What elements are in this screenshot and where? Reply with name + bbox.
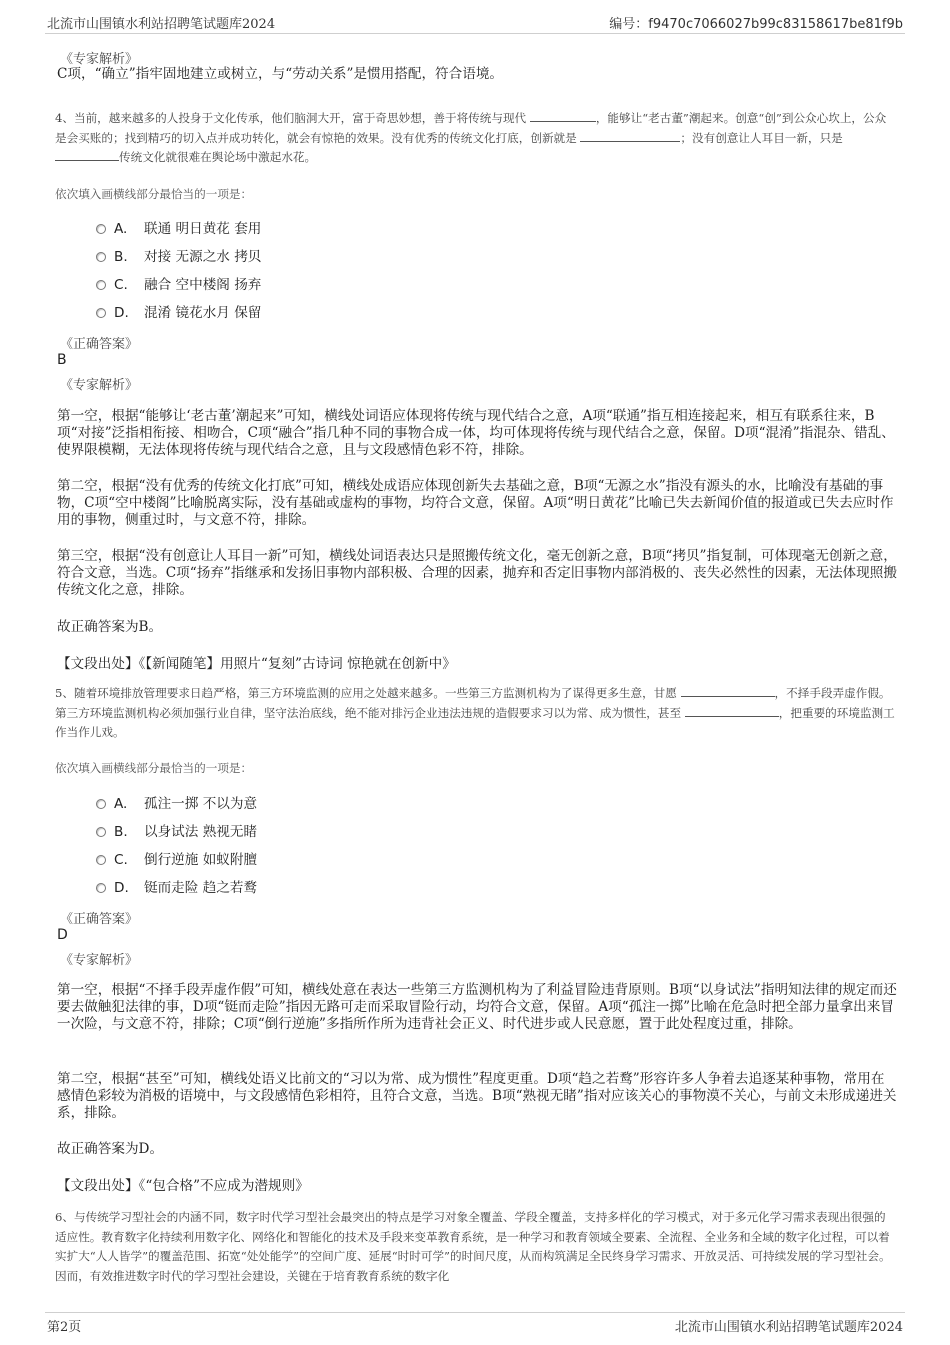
q4-blank-1 (530, 109, 596, 122)
q4-blank-2 (580, 129, 680, 142)
q4-option-b[interactable] (96, 247, 261, 267)
radio-icon[interactable] (96, 224, 106, 234)
q5-stem-part: 至 (669, 705, 682, 720)
q5-option-b[interactable] (96, 822, 257, 842)
q4-blank-3 (55, 148, 119, 161)
option-text: 融合 空中楼阁 扬弃 (144, 277, 262, 293)
q4-stem (55, 109, 897, 168)
radio-icon[interactable] (96, 855, 106, 865)
option-letter: D. (114, 305, 129, 321)
option-text: 对接 无源之水 拷贝 (144, 249, 262, 265)
option-text: 联通 明日黄花 套用 (144, 221, 262, 237)
q5-option-d[interactable] (96, 878, 257, 898)
q4-option-c[interactable] (96, 275, 261, 295)
option-letter: B. (114, 249, 128, 265)
header-title: 北流市山围镇水利站招聘笔试题库2024 (47, 17, 276, 32)
option-letter: A. (114, 221, 128, 237)
footer-divider (45, 1312, 905, 1313)
q4-stem-part: 传统文化就很难在舆论场中激起水花。 (119, 150, 317, 164)
q5-prompt: 依次填入画横线部分最恰当的一项是： (55, 761, 253, 775)
option-text: 孤注一掷 不以为意 (144, 796, 258, 812)
q4-stem-part: 有创意让人耳目一新，只是 (703, 130, 843, 145)
q4-stem-part: 公众心坎上，公众是会买账的；找到精巧的切入点并成功转化，就会有惊艳的效果。没有优秀的传统文化打底，创新就是 (55, 111, 887, 145)
footer-title: 北流市山围镇水利站招聘笔试题库2024 (674, 1320, 903, 1335)
correct-answer-label: 《正确答案》 (60, 337, 139, 352)
q5-analysis-1: 第一空，根据“不择手段弄虚作假”可知，横线处意在表达一些第三方监测机构为了利益冒险违背原则。B项“以身试法”指明知法律的规定而还要去做触犯法律的事，D项“铤而走险”指因无路可走而采取冒险行动，均符合文意，保留。A项“孤注一掷”比喻在危急时把全部力量拿出来冒一次险，与文意不符，排除；C项“倒行逆施”多指所作所为违背社会正义、时代进步或人民意愿，置于此处程度过重，排除。 (57, 982, 897, 1032)
option-text: 以身试法 熟视无睹 (144, 824, 258, 840)
option-text: 铤而走险 趋之若鹜 (144, 880, 258, 896)
q4-analysis-3: 第三空，根据“没有创意让人耳目一新”可知，横线处词语表达只是照搬传统文化，毫无创新之意，B项“拷贝”指复制，可体现毫无创新之意，符合文意，当选。C项“扬弃”指继承和发扬旧事物内部积极、合理的因素，抛弃和否定旧事物内部消极的、丧失必然性的因素，无法体现照搬传统文化之意，排除。 (57, 548, 897, 598)
option-letter: B. (114, 824, 128, 840)
q5-blank-1 (681, 684, 775, 697)
header-code-value: f9470c7066027b99c83158617be81f9b (648, 17, 903, 32)
q4-analysis-2: 第二空，根据“没有优秀的传统文化打底”可知，横线处成语应体现创新失去基础之意，B项“无源之水”指没有源头的水，比喻没有基础的事物，C项“空中楼阁”比喻脱离实际，没有基础或虚构的事物，均符合文意，保留。A项“明日黄花”比喻已失去新闻价值的报道或已失去应时作用的事物，侧重过时，与文意不符，排除。 (57, 478, 894, 528)
header-code-label: 编号： (609, 17, 649, 32)
option-letter: A. (114, 796, 128, 812)
option-letter: C. (114, 277, 128, 293)
radio-icon[interactable] (96, 308, 106, 318)
radio-icon[interactable] (96, 280, 106, 290)
radio-icon[interactable] (96, 827, 106, 837)
q5-blank-2 (685, 704, 779, 717)
q5-stem-part: ， (774, 686, 787, 700)
q5-answer: D (57, 927, 68, 943)
expert-analysis-label: 《专家解析》 (60, 378, 139, 393)
prev-analysis-text: C项，“确立”指牢固地建立或树立，与“劳动关系”是惯用搭配，符合语境。 (57, 66, 504, 82)
expert-analysis-label: 《专家解析》 (60, 52, 139, 67)
q6-stem: 6、与传统学习型社会的内涵不同，数字时代学习型社会最突出的特点是学习对象全覆盖、学段全覆盖，支持多样化的学习模式，对于多元化学习需求表现出很强的适应性。教育数字化持续利用数字化、网络化和智能化的技术及手段来变革教育系统，是一种学习和教育领域全要素、全流程、全业务和全域的数字化过程，可以着实扩大“人人皆学”的覆盖范围、拓宽“处处能学”的空间广度、延展“时时可学”的时间尺度，从而构筑满足全民终身学习需求、开放灵活、可持续发展的学习型社会。因而，有效推进数字时代的学习型社会建设，关键在于培育教育系统的数字化 (55, 1210, 891, 1283)
q5-stem-part: ，把重要的环境监测工作当作儿戏。 (55, 705, 895, 739)
q4-option-d[interactable] (96, 303, 261, 323)
header-divider (45, 33, 905, 34)
footer-page-number: 第2页 (47, 1320, 82, 1335)
radio-icon[interactable] (96, 883, 106, 893)
correct-answer-label: 《正确答案》 (60, 912, 139, 927)
option-text: 混淆 镜花水月 保留 (144, 305, 262, 321)
q5-analysis-2: 第二空，根据“甚至”可知，横线处语义比前文的“习以为常、成为惯性”程度更重。D项“趋之若鹜”形容许多人争着去追逐某种事物，常用在感情色彩较为消极的语境中，与文段感情色彩相符，且符合文意，当选。B项“熟视无睹”指对应该关心的事物漠不关心，与前文未形成递进关系，排除。 (57, 1071, 897, 1121)
q4-source: 【文段出处】《【新闻随笔】用照片“复刻”古诗词 惊艳就在创新中》 (57, 656, 456, 672)
q5-option-c[interactable] (96, 850, 257, 870)
option-text: 倒行逆施 如蚁附膻 (144, 852, 258, 868)
expert-analysis-label: 《专家解析》 (60, 953, 139, 968)
q4-stem-part: ；没 (680, 130, 704, 145)
q5-option-a[interactable] (96, 794, 257, 814)
q4-conclusion: 故正确答案为B。 (57, 619, 163, 635)
radio-icon[interactable] (96, 252, 106, 262)
q5-source: 【文段出处】《“包合格”不应成为潜规则》 (57, 1178, 309, 1194)
q5-conclusion: 故正确答案为D。 (57, 1141, 164, 1157)
q4-analysis-1: 第一空，根据“能够让‘老古董’潮起来”可知，横线处词语应体现将传统与现代结合之意，A项“联通”指互相连接起来，相互有联系往来，B项“对接”泛指相衔接、相吻合，C项“融合”指几种不同的事物合成一体，均可体现将传统与现代结合之意，保留。D项“混淆”指混杂、错乱、使界限模糊，无法体现将传统与现代结合之意，且与文段感情色彩不符，排除。 (57, 408, 895, 458)
q5-stem (55, 684, 897, 743)
q4-option-a[interactable] (96, 219, 261, 239)
q5-stem-part: 5、随着环境排放管理要求日趋严格，第三方环境监测的应用之处越来越多。一些第三方监测机构为了谋得更多生意，甘愿 (55, 686, 677, 700)
option-letter: C. (114, 852, 128, 868)
q5-stem-part: 不择手段弄虚作假。第三方环境监测机构必须加强行业自律，坚守法治底线，绝不能对排污企业违法违规的造假要求习以为常、成为惯性，甚 (55, 686, 891, 720)
q4-stem-part: 4、当前，越来越多的人投身于文化传承，他们脑洞大开，富于奇思妙想，善于将传统与现代 (55, 111, 527, 125)
q4-answer: B (57, 352, 67, 368)
q4-stem-part: ，能够让“老古董”潮起来。创意“创”到 (595, 111, 794, 125)
q4-prompt: 依次填入画横线部分最恰当的一项是： (55, 187, 253, 201)
radio-icon[interactable] (96, 799, 106, 809)
header-code (609, 13, 903, 32)
option-letter: D. (114, 880, 129, 896)
